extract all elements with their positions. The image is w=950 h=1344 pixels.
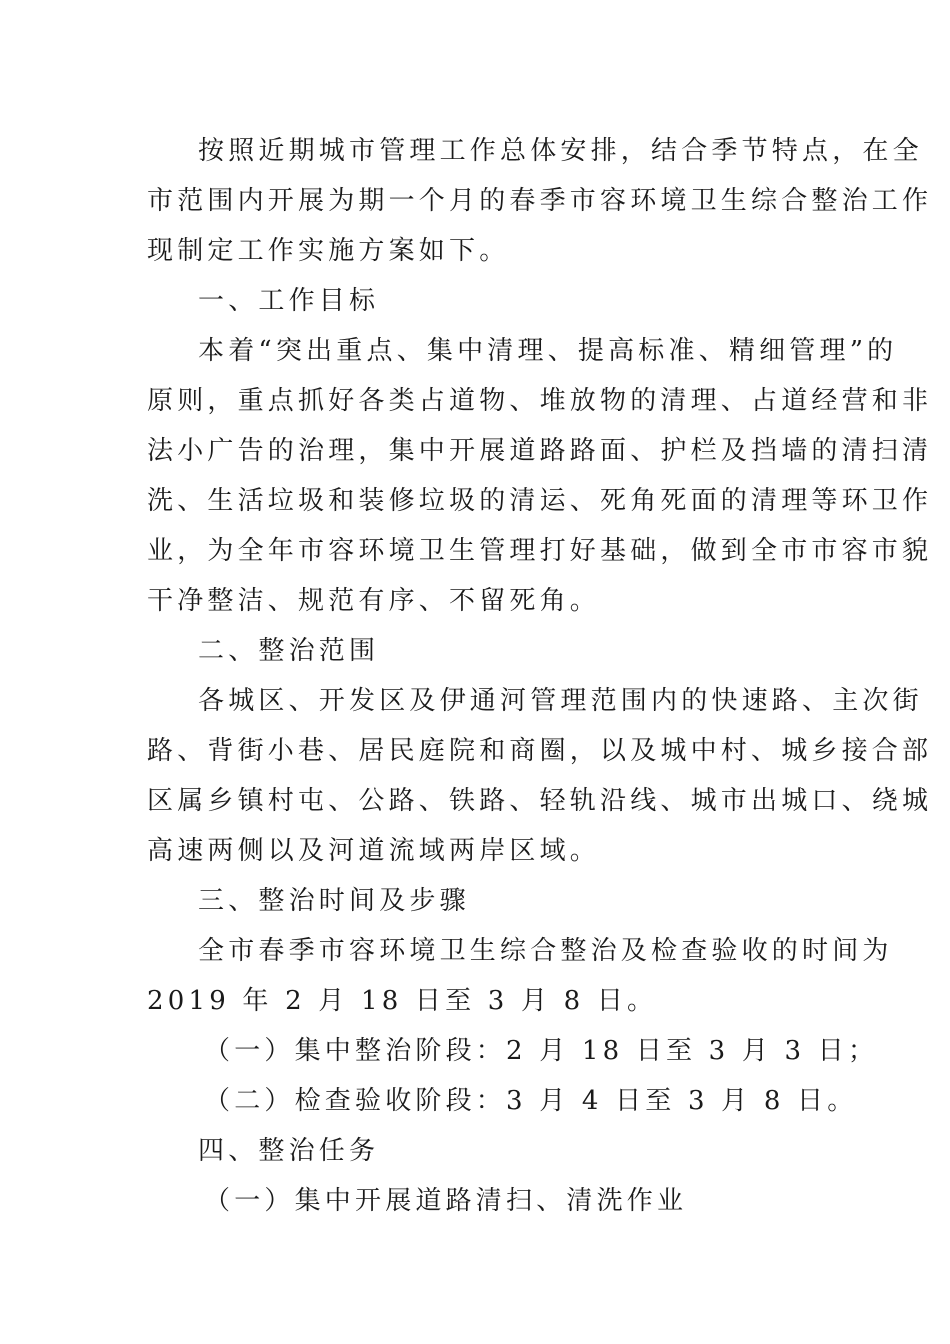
paragraph-scope-line-3: 区属乡镇村屯、公路、铁路、轻轨沿线、城市出城口、绕城	[147, 786, 933, 816]
paragraph-goal-line-1: 本着“突出重点、集中清理、提高标准、精细管理”的	[198, 336, 898, 366]
task-item-1: （一）集中开展道路清扫、清洗作业	[204, 1186, 688, 1216]
section-heading-2: 二、整治范围	[198, 636, 380, 666]
paragraph-goal-line-3: 法小广告的治理，集中开展道路路面、护栏及挡墙的清扫清	[147, 436, 933, 466]
section-heading-1: 一、工作目标	[198, 286, 380, 316]
paragraph-intro-line-1: 按照近期城市管理工作总体安排，结合季节特点，在全	[198, 136, 923, 166]
schedule-item-1: （一）集中整治阶段：2 月 18 日至 3 月 3 日；	[204, 1036, 879, 1066]
paragraph-goal-line-5: 业，为全年市容环境卫生管理打好基础，做到全市市容市貌	[147, 536, 933, 566]
paragraph-scope-line-2: 路、背街小巷、居民庭院和商圈，以及城中村、城乡接合部	[147, 736, 933, 766]
paragraph-goal-line-4: 洗、生活垃圾和装修垃圾的清运、死角死面的清理等环卫作	[147, 486, 933, 516]
paragraph-schedule-line-1: 全市春季市容环境卫生综合整治及检查验收的时间为	[198, 936, 893, 966]
paragraph-scope-line-4: 高速两侧以及河道流域两岸区域。	[147, 836, 601, 866]
paragraph-goal-line-6: 干净整洁、规范有序、不留死角。	[147, 586, 601, 616]
section-heading-3: 三、整治时间及步骤	[198, 886, 470, 916]
schedule-item-2: （二）检查验收阶段：3 月 4 日至 3 月 8 日。	[204, 1086, 858, 1116]
paragraph-scope-line-1: 各城区、开发区及伊通河管理范围内的快速路、主次街	[198, 686, 923, 716]
paragraph-intro-line-3: 现制定工作实施方案如下。	[147, 236, 510, 266]
paragraph-schedule-line-2: 2019 年 2 月 18 日至 3 月 8 日。	[147, 986, 658, 1016]
paragraph-intro-line-2: 市范围内开展为期一个月的春季市容环境卫生综合整治工作	[147, 186, 933, 216]
paragraph-goal-line-2: 原则，重点抓好各类占道物、堆放物的清理、占道经营和非	[147, 386, 933, 416]
section-heading-4: 四、整治任务	[198, 1136, 380, 1166]
